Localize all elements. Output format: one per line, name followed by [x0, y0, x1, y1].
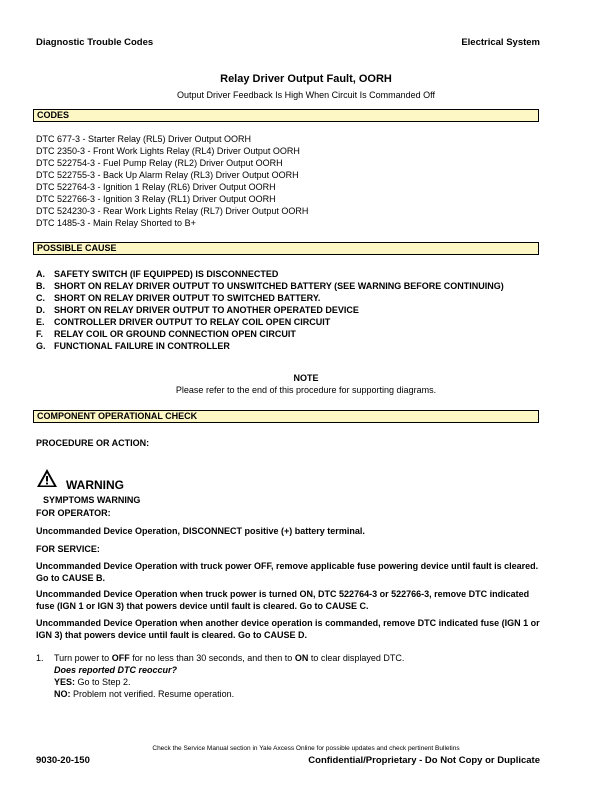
code-item: DTC 677-3 - Starter Relay (RL5) Driver Output OORH: [36, 134, 252, 144]
warning-subtitle: SYMPTOMS WARNING: [43, 495, 141, 505]
codes-list: [36, 133, 308, 229]
no-text: Problem not verified. Resume operation.: [70, 689, 235, 699]
code-item: DTC 524230-3 - Rear Work Lights Relay (RL7) Driver Output OORH: [36, 206, 309, 216]
section-possible-cause-header: POSSIBLE CAUSE: [33, 242, 539, 255]
step-1-question: Does reported DTC reoccur?: [54, 665, 178, 675]
code-item: DTC 522754-3 - Fuel Pump Relay (RL2) Driver Output OORH: [36, 158, 283, 168]
code-item: DTC 522766-3 - Ignition 3 Relay (RL1) Driver Output OORH: [36, 194, 276, 204]
footer-confidential: Confidential/Proprietary - Do Not Copy or Duplicate: [308, 755, 540, 766]
cause-item-f: [36, 328, 536, 340]
yes-label: YES:: [54, 677, 76, 687]
footer-page-number: 9030-20-150: [36, 755, 90, 766]
cause-item-e: [36, 316, 536, 328]
cause-letter: D.: [36, 305, 45, 315]
cause-item-c: [36, 292, 536, 304]
warning-triangle-icon: [36, 468, 58, 488]
cause-letter: B.: [36, 281, 45, 291]
section-codes-header: CODES: [33, 109, 539, 122]
cause-letter: C.: [36, 293, 45, 303]
yes-text: Go to Step 2.: [75, 677, 131, 687]
warning-title: WARNING: [66, 478, 124, 492]
step-on-keyword: ON: [294, 653, 309, 663]
cause-letter: G.: [36, 341, 46, 351]
step-1-yes: [54, 676, 542, 688]
code-item: DTC 522764-3 - Ignition 1 Relay (RL6) Driver Output OORH: [36, 182, 276, 192]
causes-list: [36, 268, 536, 352]
no-label: NO:: [54, 689, 71, 699]
step-number: 1.: [36, 653, 44, 663]
cause-item-b: [36, 280, 536, 292]
cause-text: SHORT ON RELAY DRIVER OUTPUT TO ANOTHER OPERATED DEVICE: [54, 305, 359, 315]
operator-instruction: Uncommanded Device Operation, DISCONNECT positive (+) battery terminal.: [36, 526, 365, 536]
service-instruction-2: Uncommanded Device Operation when truck power is turned ON, DTC 522764-3 or 522766-3, remove DTC indicated fuse (IGN 1 or IGN 3) that powers device until fault is cleared. Go to CAUSE C.: [36, 589, 530, 611]
cause-text: SHORT ON RELAY DRIVER OUTPUT TO SWITCHED BATTERY.: [54, 293, 321, 303]
section-component-check-header: COMPONENT OPERATIONAL CHECK: [33, 410, 539, 423]
step-1-instruction: [54, 652, 542, 664]
cause-item-g: [36, 340, 536, 352]
cause-text: SAFETY SWITCH (IF EQUIPPED) IS DISCONNECTED: [54, 269, 279, 279]
header-left: Diagnostic Trouble Codes: [36, 37, 154, 48]
service-instruction-3: Uncommanded Device Operation when another device operation is commanded, remove DTC indicated fuse (IGN 1 or IGN 3) that powers device until fault is cleared. Go to CAUSE D.: [36, 618, 540, 640]
cause-text: SHORT ON RELAY DRIVER OUTPUT TO UNSWITCHED BATTERY (SEE WARNING BEFORE CONTINUING): [54, 281, 504, 291]
header-right: Electrical System: [461, 37, 540, 48]
service-instruction-1: Uncommanded Device Operation with truck power OFF, remove applicable fuse powering device until fault is cleared. Go to CAUSE B.: [36, 561, 539, 583]
procedure-label: PROCEDURE OR ACTION:: [36, 438, 150, 448]
cause-letter: A.: [36, 269, 45, 279]
cause-text: RELAY COIL OR GROUND CONNECTION OPEN CIRCUIT: [54, 329, 296, 339]
step-1-no: [54, 688, 542, 700]
cause-letter: E.: [36, 317, 45, 327]
code-item: DTC 1485-3 - Main Relay Shorted to B+: [36, 218, 196, 228]
cause-item-a: [36, 268, 536, 280]
step-text: for no less than 30 seconds, and then to: [129, 653, 295, 663]
note-text: Please refer to the end of this procedure for supporting diagrams.: [175, 385, 437, 395]
step-1: [36, 652, 542, 700]
for-service-label: FOR SERVICE:: [36, 544, 100, 554]
code-item: DTC 2350-3 - Front Work Lights Relay (RL4) Driver Output OORH: [36, 146, 300, 156]
note-heading: NOTE: [293, 373, 319, 383]
for-operator-label: FOR OPERATOR:: [36, 508, 111, 518]
footer-note: Check the Service Manual section in Yale Axcess Online for possible updates and check pertinent Bulletins: [152, 745, 460, 752]
cause-text: CONTROLLER DRIVER OUTPUT TO RELAY COIL OPEN CIRCUIT: [54, 317, 331, 327]
page-title: Relay Driver Output Fault, OORH: [220, 73, 392, 85]
step-off-keyword: OFF: [111, 653, 130, 663]
cause-item-d: [36, 304, 536, 316]
step-text: Turn power to: [54, 653, 112, 663]
cause-text: FUNCTIONAL FAILURE IN CONTROLLER: [54, 341, 230, 351]
cause-letter: F.: [36, 329, 44, 339]
step-text: to clear displayed DTC.: [308, 653, 405, 663]
code-item: DTC 522755-3 - Back Up Alarm Relay (RL3) Driver Output OORH: [36, 170, 299, 180]
page-subtitle: Output Driver Feedback Is High When Circuit Is Commanded Off: [177, 90, 435, 100]
